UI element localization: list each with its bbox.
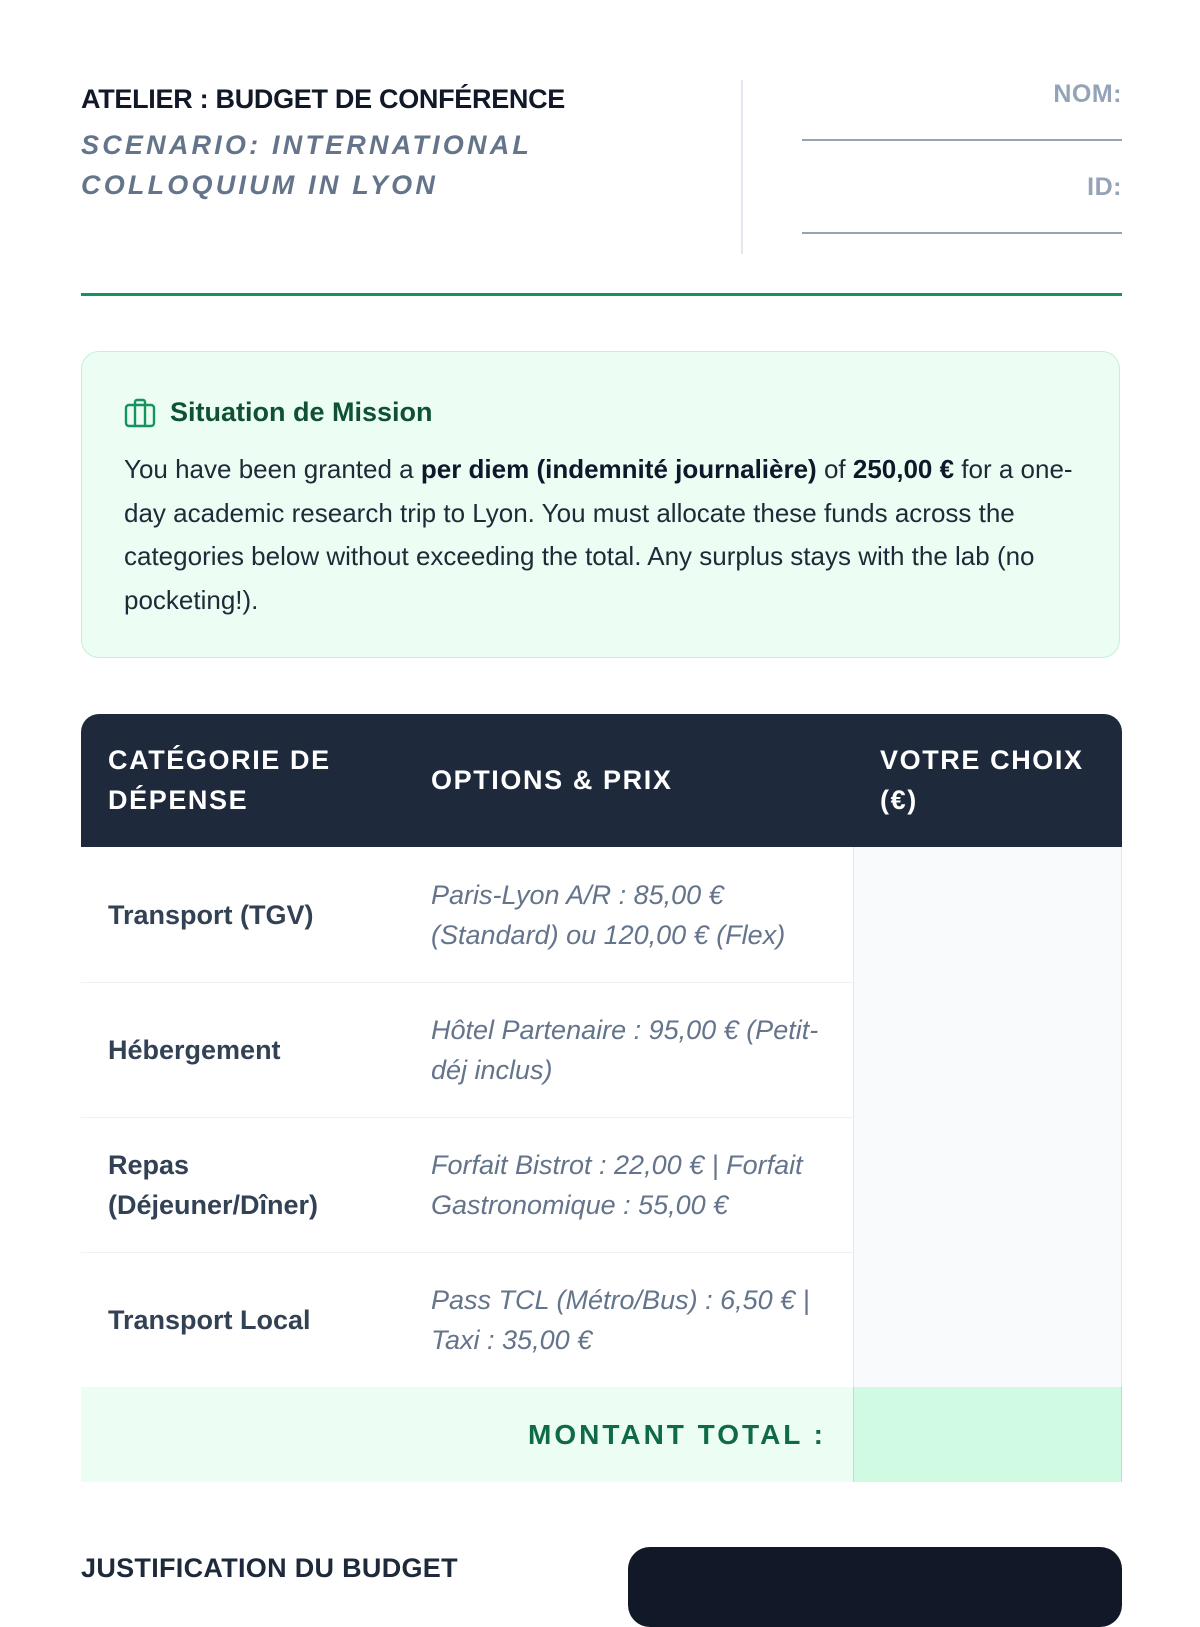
mission-title: Situation de Mission bbox=[170, 397, 433, 427]
row-category: Repas (Déjeuner/Dîner) bbox=[108, 1149, 319, 1220]
row-category: Hébergement bbox=[108, 1034, 281, 1065]
student-id-block bbox=[802, 80, 1122, 266]
budget-table bbox=[81, 714, 1122, 1482]
mission-amount: 250,00 € bbox=[852, 454, 955, 484]
header-rule bbox=[81, 293, 1122, 296]
row-options: Forfait Bistrot : 22,00 € | Forfait Gastronomique : 55,00 € bbox=[431, 1149, 803, 1220]
mission-box bbox=[81, 351, 1120, 658]
justification-panel bbox=[628, 1547, 1122, 1627]
table-row bbox=[81, 982, 1122, 1118]
id-label: ID: bbox=[1087, 173, 1122, 201]
row-options: Paris-Lyon A/R : 85,00 € (Standard) ou 120,00 € (Flex) bbox=[431, 879, 786, 950]
mission-text-part: You have been granted a bbox=[124, 454, 421, 484]
choice-input[interactable] bbox=[853, 847, 1122, 982]
row-category: Transport (TGV) bbox=[108, 899, 314, 930]
table-row bbox=[81, 1252, 1122, 1388]
header-choice: VOTRE CHOIX (€) bbox=[880, 745, 1084, 815]
row-options: Pass TCL (Métro/Bus) : 6,50 € | Taxi : 35,00 € bbox=[431, 1284, 810, 1355]
total-input[interactable] bbox=[853, 1387, 1122, 1482]
page-title: ATELIER : BUDGET DE CONFÉRENCE bbox=[81, 84, 566, 114]
scenario-subtitle: SCENARIO: INTERNATIONAL COLLOQUIUM IN LYON bbox=[81, 130, 532, 200]
total-row bbox=[81, 1387, 1122, 1482]
choice-input[interactable] bbox=[853, 1252, 1122, 1387]
header-divider bbox=[741, 80, 743, 254]
row-options: Hôtel Partenaire : 95,00 € (Petit-déj inclus) bbox=[431, 1014, 819, 1085]
choice-input[interactable] bbox=[853, 1117, 1122, 1252]
mission-text-part: for a one-day academic research trip to Lyon. You must allocate these funds across the categories below without exceeding the total. Any surplus stays with the lab (no pocketing!). bbox=[124, 454, 1073, 615]
name-field[interactable] bbox=[802, 139, 1122, 141]
total-label: MONTANT TOTAL : bbox=[528, 1418, 826, 1450]
table-row bbox=[81, 847, 1122, 983]
table-row bbox=[81, 1117, 1122, 1253]
choice-input[interactable] bbox=[853, 982, 1122, 1117]
header-options: OPTIONS & PRIX bbox=[431, 765, 673, 795]
justification-title: JUSTIFICATION DU BUDGET bbox=[81, 1553, 458, 1583]
worksheet-header bbox=[81, 80, 1122, 254]
row-category: Transport Local bbox=[108, 1304, 311, 1335]
mission-text-part: of bbox=[816, 454, 853, 484]
briefcase-icon bbox=[124, 398, 156, 428]
mission-per-diem: per diem (indemnité journalière) bbox=[420, 454, 817, 484]
table-header bbox=[81, 714, 1122, 847]
mission-heading bbox=[124, 397, 433, 428]
id-field[interactable] bbox=[802, 232, 1122, 234]
name-label: NOM: bbox=[1053, 80, 1122, 108]
title-block bbox=[81, 84, 741, 205]
header-category: CATÉGORIE DE DÉPENSE bbox=[108, 745, 331, 815]
mission-description bbox=[124, 448, 1084, 622]
